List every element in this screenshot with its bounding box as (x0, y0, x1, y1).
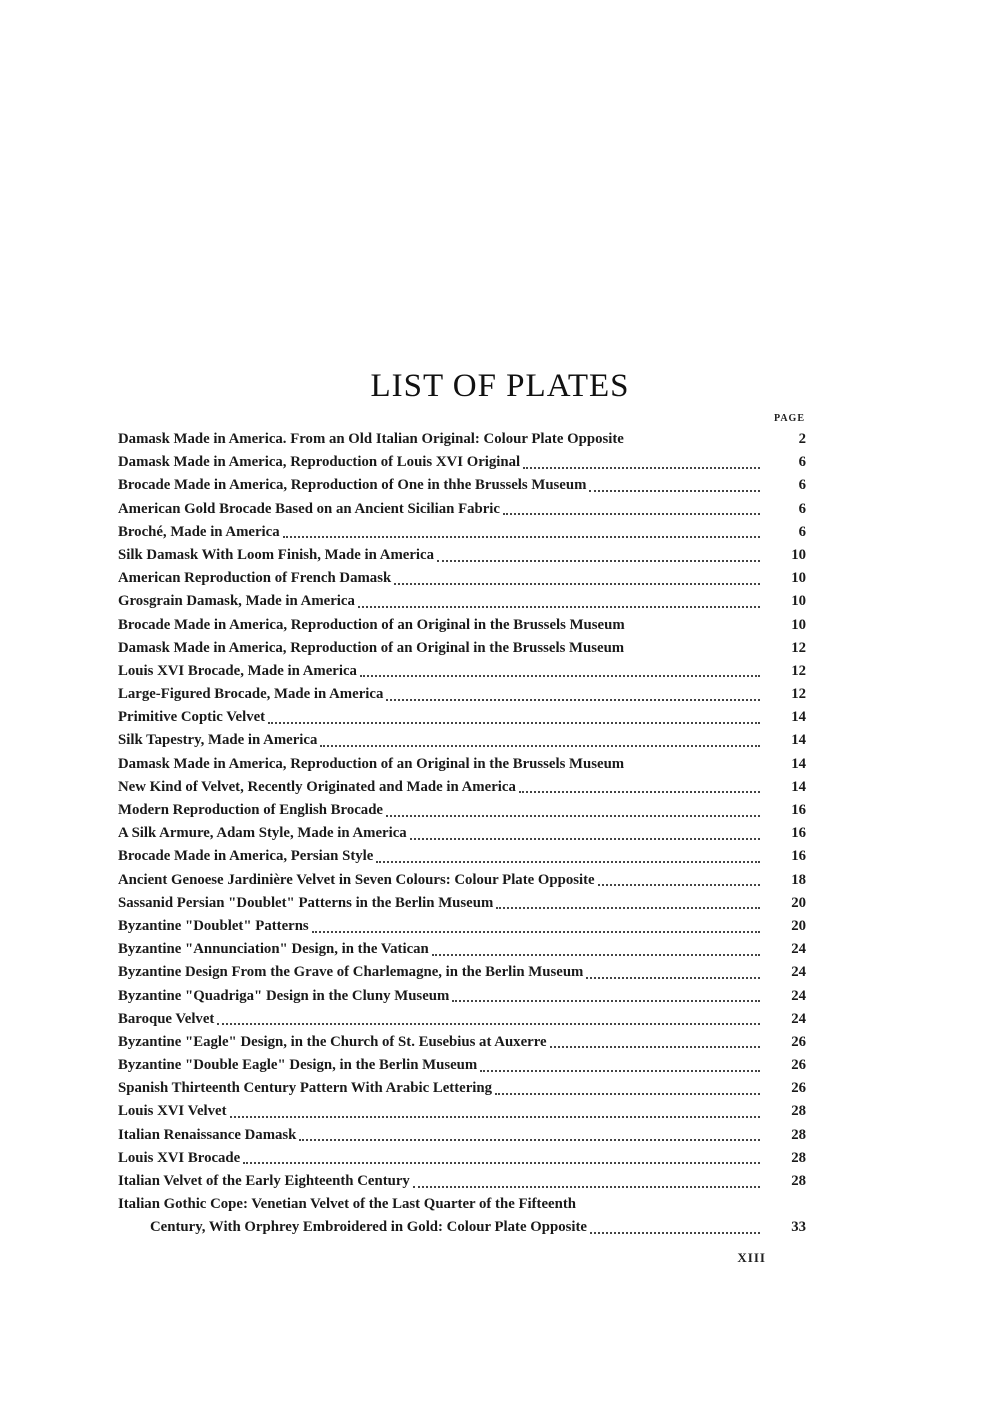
toc-entry (118, 961, 806, 984)
leader-dots (480, 1070, 760, 1072)
leader-dots (358, 606, 760, 608)
toc-entry-label: Brocade Made in America, Persian Style (118, 848, 374, 865)
toc-entry-page: 2 (798, 431, 806, 447)
toc-entry (118, 776, 806, 799)
toc-entry-label: Primitive Coptic Velvet (118, 709, 266, 726)
toc-entry (118, 474, 806, 497)
toc-entry-page: 28 (791, 1173, 806, 1189)
toc-entry (118, 1147, 806, 1170)
toc-entry-page: 12 (791, 662, 806, 679)
toc-entry (118, 1008, 806, 1031)
toc-entry-page: 6 (798, 500, 806, 517)
toc-entry (118, 845, 806, 868)
toc-entry (118, 590, 806, 613)
toc-entry (118, 1077, 806, 1100)
toc-entry-page: 26 (791, 1080, 806, 1097)
toc-entry-label-line2: Century, With Orphrey Embroidered in Gold: Colour Plate Opposite (150, 1219, 587, 1236)
toc-entry-label: A Silk Armure, Adam Style, Made in America (118, 825, 407, 842)
toc-entry-page: 16 (791, 848, 806, 865)
toc-entry-page: 10 (791, 570, 806, 587)
toc-entry-label: Damask Made in America. From an Old Italian Original: Colour Plate Opposite (118, 431, 624, 447)
plates-list (118, 428, 806, 1240)
leader-dots (437, 560, 760, 562)
toc-entry (118, 892, 806, 915)
toc-entry-label: Baroque Velvet (118, 1010, 215, 1027)
toc-entry-page: 10 (791, 546, 806, 563)
toc-entry-last (118, 1193, 806, 1239)
toc-entry (118, 567, 806, 590)
toc-entry (118, 706, 806, 729)
toc-entry-page: 14 (791, 755, 806, 772)
toc-entry (118, 544, 806, 567)
leader-dots (268, 722, 760, 724)
leader-dots (589, 490, 760, 492)
leader-dots (376, 861, 760, 863)
leader-dots (503, 513, 760, 515)
toc-entry-page: 12 (791, 639, 806, 656)
toc-entry-page: 12 (791, 686, 806, 703)
toc-entry (118, 915, 806, 938)
toc-entry-page: 10 (791, 593, 806, 610)
toc-entry (118, 753, 806, 776)
toc-entry-label: Byzantine "Doublet" Patterns (118, 917, 309, 934)
toc-entry-label: Modern Reproduction of English Brocade (118, 802, 383, 818)
toc-entry-page: 16 (791, 825, 806, 842)
toc-entry (118, 1031, 806, 1054)
leader-dots (312, 931, 760, 933)
toc-entry-label: Damask Made in America, Reproduction of an Original in the Brussels Museum (118, 639, 625, 656)
leader-dots (230, 1116, 760, 1118)
toc-entry (118, 729, 806, 752)
toc-entry-label: Louis XVI Brocade (118, 1149, 241, 1166)
leader-dots (386, 699, 760, 701)
toc-entry-label: Broché, Made in America (118, 523, 280, 540)
toc-entry (118, 985, 806, 1008)
toc-entry (118, 1100, 806, 1123)
leader-dots (394, 583, 760, 585)
toc-entry (118, 428, 806, 451)
toc-entry (118, 683, 806, 706)
toc-entry-page: 24 (791, 941, 806, 958)
toc-entry-page: 28 (791, 1149, 806, 1166)
toc-entry-label: New Kind of Velvet, Recently Originated and Made in America (118, 778, 516, 795)
toc-entry-label: Damask Made in America, Reproduction of Louis XVI Original (118, 454, 521, 471)
toc-entry (118, 822, 806, 845)
toc-entry-page: 28 (791, 1126, 806, 1143)
toc-entry (118, 869, 806, 892)
toc-entry-page: 26 (791, 1057, 806, 1074)
toc-entry-label: Louis XVI Velvet (118, 1103, 227, 1120)
toc-entry (118, 521, 806, 544)
toc-entry-page: 24 (791, 987, 806, 1004)
toc-entry-label: Byzantine "Quadriga" Design in the Cluny Museum (118, 987, 450, 1004)
toc-entry-page: 20 (791, 917, 806, 934)
leader-dots (452, 1000, 760, 1002)
toc-entry-page: 28 (791, 1103, 806, 1120)
leader-dots (299, 1139, 760, 1141)
toc-entry-label: Byzantine "Eagle" Design, in the Church of St. Eusebius at Auxerre (118, 1033, 547, 1050)
leader-dots (360, 675, 760, 677)
toc-entry-label: Spanish Thirteenth Century Pattern With Arabic Lettering (118, 1080, 493, 1097)
leader-dots (217, 1023, 760, 1025)
leader-dots (519, 791, 760, 793)
toc-entry-page: 10 (791, 616, 806, 633)
toc-entry-label: Brocade Made in America, Reproduction of One in thhe Brussels Museum (118, 477, 587, 494)
leader-dots (386, 815, 760, 817)
toc-entry (118, 938, 806, 961)
toc-entry-label: Damask Made in America, Reproduction of an Original in the Brussels Museum (118, 755, 625, 772)
toc-entry-page: 26 (791, 1033, 806, 1050)
toc-entry-page: 18 (791, 871, 806, 888)
toc-entry (118, 799, 806, 822)
toc-entry-page: 6 (798, 454, 806, 471)
toc-entry-page: 14 (791, 709, 806, 726)
toc-entry-page: 20 (791, 894, 806, 911)
leader-dots (523, 467, 760, 469)
toc-entry-label: Silk Tapestry, Made in America (118, 732, 318, 749)
leader-dots (495, 1093, 760, 1095)
toc-entry (118, 1124, 806, 1147)
leader-dots (432, 954, 760, 956)
toc-entry-page: 33 (791, 1219, 806, 1236)
toc-entry-label: American Gold Brocade Based on an Ancient Sicilian Fabric (118, 500, 500, 517)
leader-dots (243, 1162, 760, 1164)
leader-dots (550, 1046, 760, 1048)
toc-entry-page: 6 (798, 477, 806, 494)
leader-dots (590, 1232, 760, 1234)
toc-entry-page: 24 (791, 964, 806, 981)
page-column-heading: PAGE (773, 413, 805, 424)
toc-entry-label: Louis XVI Brocade, Made in America (118, 662, 357, 679)
toc-entry (118, 1054, 806, 1077)
toc-entry-label: Silk Damask With Loom Finish, Made in America (118, 546, 434, 563)
toc-entry-label: Brocade Made in America, Reproduction of an Original in the Brussels Museum (118, 616, 625, 633)
toc-entry-label: American Reproduction of French Damask (118, 570, 392, 587)
leader-dots (410, 838, 760, 840)
folio-number: XIII (737, 1250, 766, 1265)
toc-entry (118, 1170, 806, 1193)
toc-entry-label-line1: Italian Gothic Cope: Venetian Velvet of the Last Quarter of the Fifteenth (118, 1196, 576, 1213)
toc-entry-label: Large-Figured Brocade, Made in America (118, 686, 384, 703)
toc-entry-label: Byzantine "Double Eagle" Design, in the Berlin Museum (118, 1057, 478, 1074)
toc-entry-page: 16 (791, 802, 806, 818)
toc-entry-label: Italian Renaissance Damask (118, 1126, 297, 1143)
leader-dots (283, 536, 760, 538)
toc-entry-page: 14 (791, 732, 806, 749)
toc-entry-label: Byzantine "Annunciation" Design, in the Vatican (118, 941, 429, 958)
leader-dots (413, 1186, 760, 1188)
toc-entry-page: 6 (798, 523, 806, 540)
toc-entry (118, 614, 806, 637)
toc-entry (118, 498, 806, 521)
leader-dots (320, 745, 760, 747)
leader-dots (598, 884, 760, 886)
toc-entry-label: Grosgrain Damask, Made in America (118, 593, 355, 610)
toc-entry (118, 451, 806, 474)
toc-entry-label: Italian Velvet of the Early Eighteenth Century (118, 1173, 410, 1189)
toc-entry-page: 24 (791, 1010, 806, 1027)
leader-dots (496, 907, 760, 909)
toc-entry (118, 660, 806, 683)
page-title: LIST OF PLATES (370, 368, 630, 404)
toc-entry-label: Sassanid Persian "Doublet" Patterns in the Berlin Museum (118, 894, 494, 911)
toc-entry-label: Byzantine Design From the Grave of Charlemagne, in the Berlin Museum (118, 964, 584, 981)
toc-entry-page: 14 (791, 778, 806, 795)
toc-entry (118, 637, 806, 660)
toc-entry-label: Ancient Genoese Jardinière Velvet in Seven Colours: Colour Plate Opposite (118, 871, 595, 888)
leader-dots (586, 977, 760, 979)
